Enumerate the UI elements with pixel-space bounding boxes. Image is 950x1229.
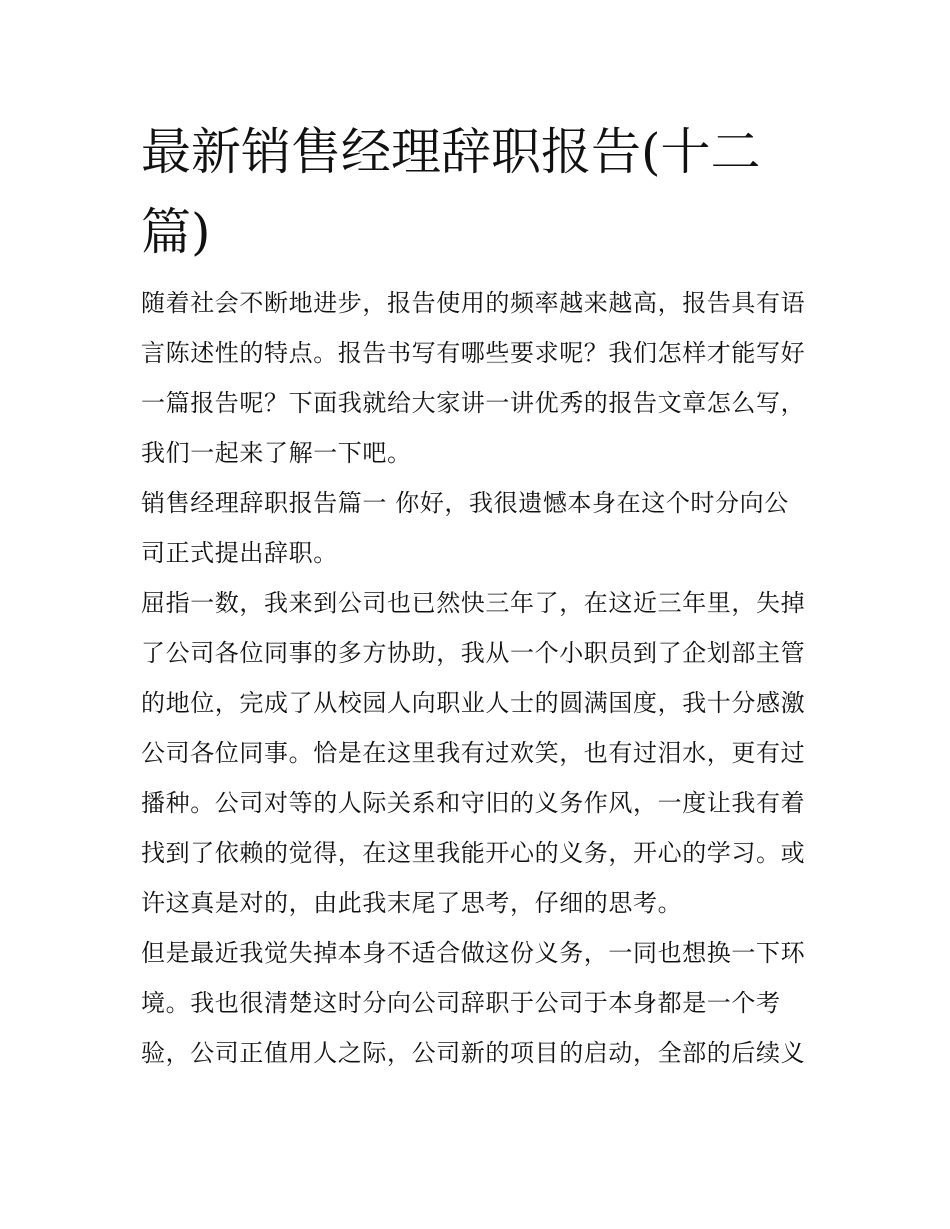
body-line: 境。我也很清楚这时分向公司辞职于公司于本身都是一个考: [141, 989, 781, 1017]
body-line: 一篇报告呢？下面我就给大家讲一讲优秀的报告文章怎么写，: [141, 389, 806, 417]
body-line: 许这真是对的，由此我末尾了思考，仔细的思考。: [141, 889, 683, 917]
body-line: 播种。公司对等的人际关系和守旧的义务作风，一度让我有着: [141, 789, 806, 817]
document-title: [141, 112, 831, 272]
body-line: 了公司各位同事的多方协助，我从一个小职员到了企划部主管: [141, 639, 806, 667]
body-line: 的地位，完成了从校园人向职业人士的圆满国度，我十分感激: [141, 689, 806, 717]
body-line: 找到了依赖的觉得，在这里我能开心的义务，开心的学习。或: [141, 839, 806, 867]
body-line: 公司各位同事。恰是在这里我有过欢笑，也有过泪水，更有过: [141, 739, 806, 767]
title-line: 最新销售经理辞职报告(十二: [141, 123, 761, 181]
body-line: 我们一起来了解一下吧。: [141, 439, 412, 467]
body-line: 随着社会不断地进步，报告使用的频率越来越高，报告具有语: [141, 289, 806, 317]
body-line: 验，公司正值用人之际，公司新的项目的启动，全部的后续义: [141, 1039, 806, 1067]
document-body: [141, 278, 821, 1078]
title-line: 篇): [141, 203, 211, 261]
body-line: 司正式提出辞职。: [141, 539, 338, 567]
body-line: 但是最近我觉失掉本身不适合做这份义务，一同也想换一下环: [141, 939, 806, 967]
body-line: 言陈述性的特点。报告书写有哪些要求呢？我们怎样才能写好: [141, 339, 806, 367]
body-line: 屈指一数，我来到公司也已然快三年了，在这近三年里，失掉: [141, 589, 806, 617]
body-line: 销售经理辞职报告篇一 你好，我很遗憾本身在这个时分向公: [141, 489, 789, 517]
